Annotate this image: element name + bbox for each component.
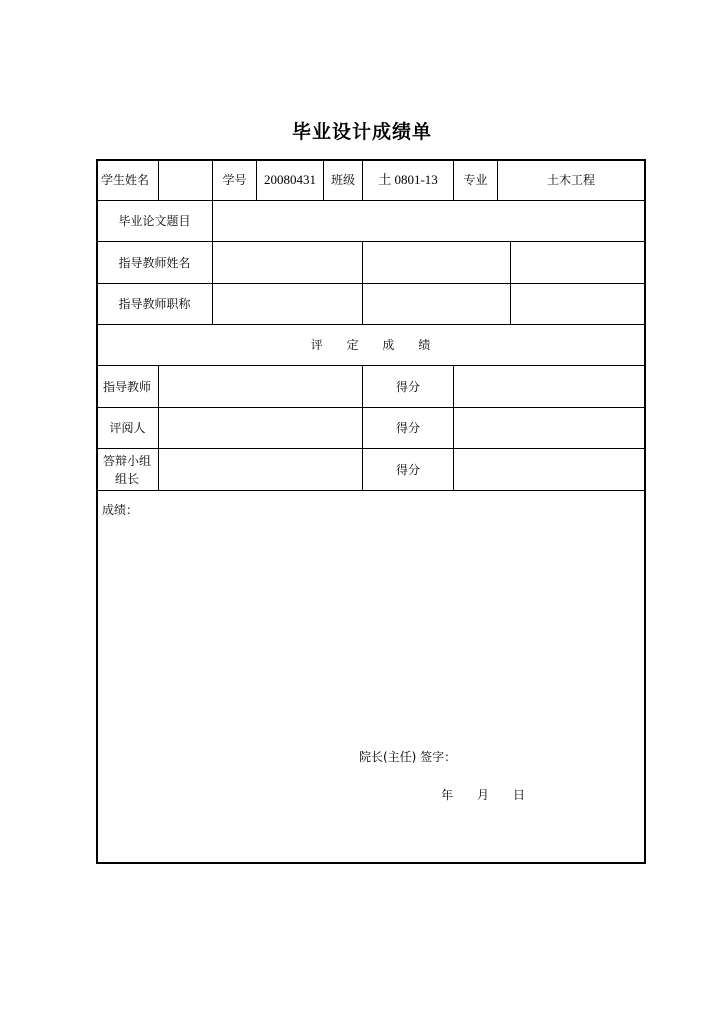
grade-comment-area[interactable] bbox=[100, 520, 640, 850]
major-label: 专业 bbox=[463, 173, 488, 187]
evaluator-role-reviewer: 评阅人 bbox=[109, 421, 146, 435]
signature-label: 院长(主任) 签字： bbox=[359, 750, 457, 764]
advisor-name-field-1[interactable] bbox=[213, 242, 362, 283]
page-title: 毕业设计成绩单 bbox=[291, 121, 432, 143]
evaluator-role-advisor: 指导教师 bbox=[103, 379, 152, 394]
grade-label: 成绩： bbox=[102, 503, 139, 517]
advisor-name-field-3[interactable] bbox=[511, 242, 644, 283]
class-value: 土 0801-13 bbox=[378, 172, 438, 187]
thesis-title-field[interactable] bbox=[213, 201, 644, 241]
table-border-bottom bbox=[96, 862, 646, 864]
evaluator-defense-leader-field[interactable] bbox=[159, 449, 362, 490]
date-line: 年 月 日 bbox=[441, 788, 526, 802]
evaluator-advisor-field[interactable] bbox=[159, 366, 362, 407]
advisor-title-field-1[interactable] bbox=[213, 284, 362, 324]
student-id-value: 20080431 bbox=[264, 172, 316, 187]
advisor-title-field-2[interactable] bbox=[363, 284, 510, 324]
student-name-label: 学生姓名 bbox=[101, 173, 150, 187]
row-divider bbox=[96, 490, 646, 491]
student-name-field[interactable] bbox=[159, 160, 212, 200]
advisor-title-label: 指导教师职称 bbox=[118, 297, 191, 311]
evaluation-header: 评 定 成 绩 bbox=[310, 338, 441, 352]
score-label: 得分 bbox=[395, 462, 420, 477]
major-value: 土木工程 bbox=[546, 173, 595, 187]
class-label: 班级 bbox=[330, 173, 355, 187]
score-label: 得分 bbox=[395, 379, 420, 394]
table-border-right bbox=[644, 159, 646, 863]
advisor-title-field-3[interactable] bbox=[511, 284, 644, 324]
student-id-label: 学号 bbox=[222, 173, 247, 187]
score-field-reviewer[interactable] bbox=[454, 408, 644, 448]
score-field-defense-leader[interactable] bbox=[454, 449, 644, 490]
evaluator-reviewer-field[interactable] bbox=[159, 408, 362, 448]
evaluator-role-defense-leader: 答辩小组组长 bbox=[103, 453, 152, 486]
thesis-title-label: 毕业论文题目 bbox=[118, 214, 191, 228]
score-label: 得分 bbox=[395, 421, 420, 435]
advisor-name-label: 指导教师姓名 bbox=[118, 255, 191, 270]
score-field-advisor[interactable] bbox=[454, 366, 644, 407]
advisor-name-field-2[interactable] bbox=[363, 242, 510, 283]
